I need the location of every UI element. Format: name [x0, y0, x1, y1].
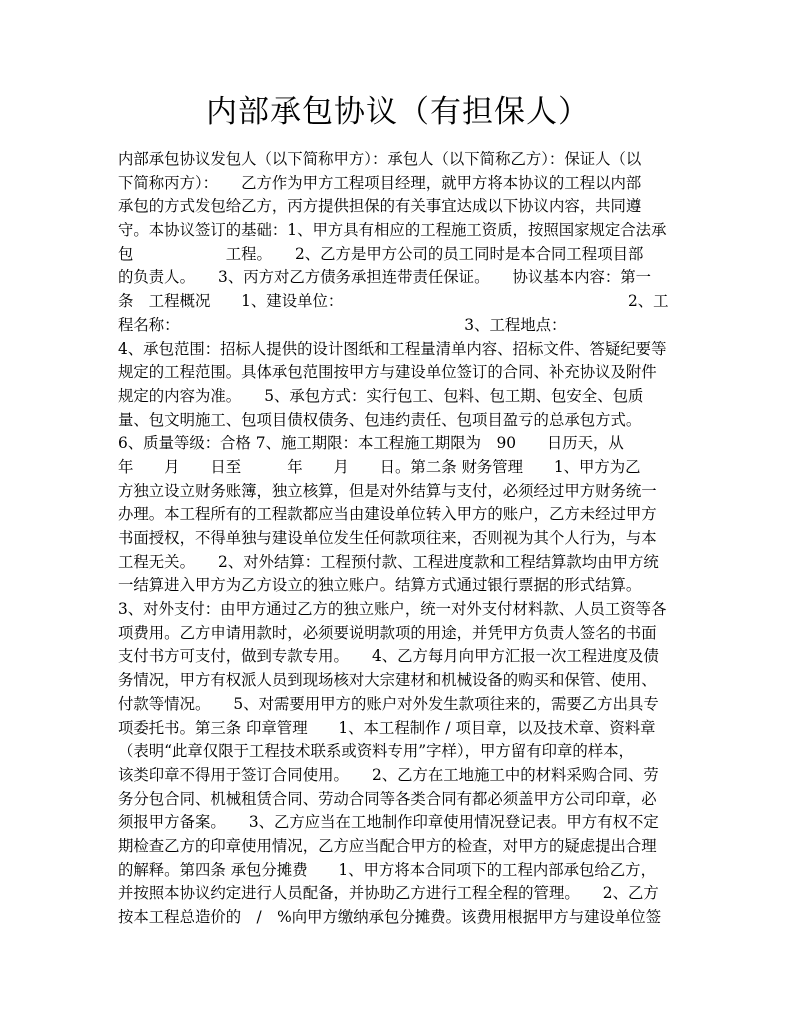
- text-line: 支付书方可支付，做到专款专用。 4、乙方每月向甲方汇报一次工程进度及债: [118, 647, 659, 666]
- text-line: 年 月 日至 年 月 日。第二条 财务管理 1、甲方为乙: [118, 457, 641, 476]
- text-line: 的负责人。 3、丙方对乙方债务承担连带责任保证。 协议基本内容：第一: [118, 268, 652, 287]
- text-line: 须报甲方备案。 3、乙方应当在工地制作印章使用情况登记表。甲方有权不定: [118, 813, 659, 832]
- text-line: 内部承包协议发包人（以下简称甲方）：承包人（以下简称乙方）：保证人（以: [118, 150, 642, 168]
- text-line: 守。本协议签订的基础：1、甲方具有相应的工程施工资质，按照国家规定合法承: [118, 221, 667, 240]
- text-line: 项委托书。第三条 印章管理 1、本工程制作 / 项目章，以及技术章、资料章: [118, 718, 656, 737]
- text-line: 务情况，甲方有权派人员到现场核对大宗建材和机械设备的购买和保管、使用、: [118, 671, 657, 690]
- text-line: 并按照本协议约定进行人员配备，并协助乙方进行工程全程的管理。 2、乙方: [118, 884, 659, 903]
- text-line: 下简称丙方）： 乙方作为甲方工程项目经理，就甲方将本协议的工程以内部: [118, 173, 642, 192]
- text-line: 量、包文明施工、包项目债权债务、包违约责任、包项目盈亏的总承包方式。: [118, 410, 642, 429]
- text-line: 工程无关。 2、对外结算：工程预付款、工程进度款和工程结算款均由甲方统: [118, 552, 659, 571]
- text-line: 6、质量等级：合格 7、施工期限：本工程施工期限为 90 日历天，从: [118, 434, 624, 453]
- document-title: 内部承包协议（有担保人）: [206, 94, 590, 130]
- text-line: 务分包合同、机械租赁合同、劳动合同等各类合同有都必须盖甲方公司印章，必: [118, 789, 657, 808]
- text-line: 一结算进入甲方为乙方设立的独立账户。结算方式通过银行票据的形式结算。: [118, 576, 642, 595]
- text-line: 3、对外支付：由甲方通过乙方的独立账户，统一对外支付材料款、人员工资等各: [118, 600, 667, 619]
- text-line: 的解释。第四条 承包分摊费 1、甲方将本合同项下的工程内部承包给乙方，: [118, 860, 656, 879]
- text-line: 期检查乙方的印章使用情况，乙方应当配合甲方的检查，对甲方的疑虑提出合理: [118, 836, 657, 855]
- text-line: 按本工程总造价的 / %向甲方缴纳承包分摊费。该费用根据甲方与建设单位签: [118, 908, 662, 926]
- text-line: 该类印章不得用于签订合同使用。 2、乙方在工地施工中的材料采购合同、劳: [118, 765, 659, 784]
- text-line: （表明“此章仅限于工程技术联系或资料专用”字样），甲方留有印章的样本，: [118, 742, 634, 761]
- text-line: 包 工程。 2、乙方是甲方公司的员工同时是本合同工程项目部: [118, 244, 644, 263]
- text-line: 方独立设立财务账簿，独立核算，但是对外结算与支付，必须经过甲方财务统一: [118, 481, 657, 500]
- text-line: 付款等情况。 5、对需要用甲方的账户对外发生款项往来的，需要乙方出具专: [118, 694, 659, 713]
- text-line: 程名称： 3、工程地点：: [118, 315, 567, 334]
- text-line: 承包的方式发包给乙方，丙方提供担保的有关事宜达成以下协议内容，共同遵: [118, 197, 642, 216]
- text-line: 条 工程概况 1、建设单位： 2、工: [118, 292, 669, 311]
- text-line: 4、承包范围：招标人提供的设计图纸和工程量清单内容、招标文件、答疑纪要等: [118, 339, 667, 358]
- text-line: 办理。本工程所有的工程款都应当由建设单位转入甲方的账户，乙方未经过甲方: [118, 505, 657, 524]
- text-line: 项费用。乙方申请用款时，必须要说明款项的用途，并凭甲方负责人签名的书面: [118, 623, 657, 642]
- document-body: [118, 148, 678, 930]
- text-line: 规定的工程范围。具体承包范围按甲方与建设单位签订的合同、补充协议及附件: [118, 363, 657, 382]
- text-line: 书面授权，不得单独与建设单位发生任何款项往来，否则视为其个人行为，与本: [118, 529, 657, 547]
- text-line: 规定的内容为准。 5、承包方式：实行包工、包料、包工期、包安全、包质: [118, 386, 644, 405]
